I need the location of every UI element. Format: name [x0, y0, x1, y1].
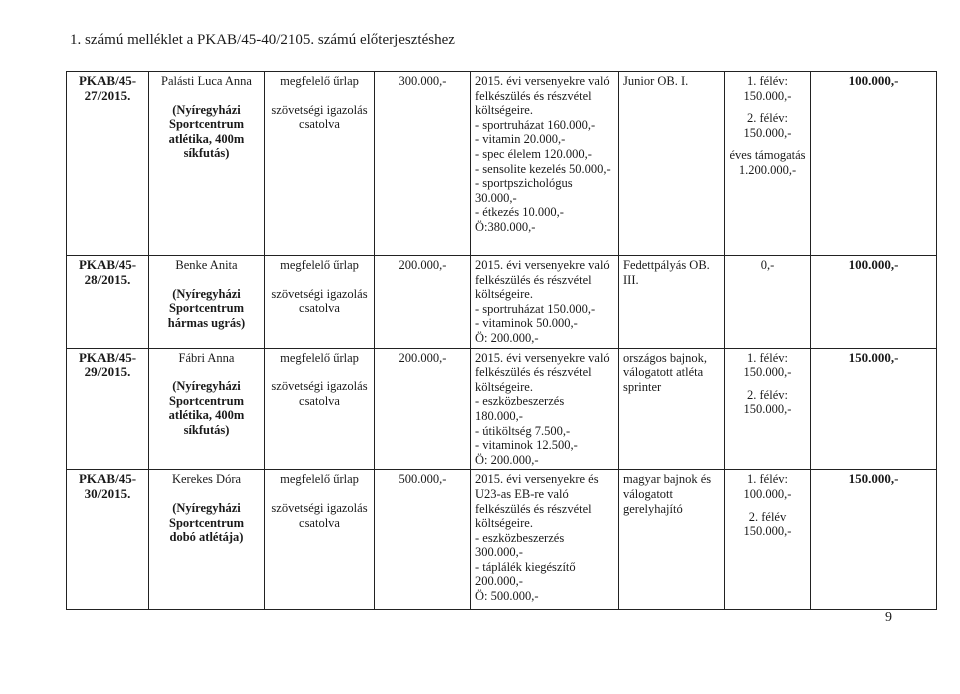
result-line: Fedettpályás OB. III. [623, 258, 710, 287]
purpose-line: Ö: 200.000,- [475, 452, 539, 467]
purpose-cell [471, 256, 619, 349]
case-id-cell [67, 348, 149, 470]
support-line: 2. félév: [747, 111, 788, 126]
applicant-club: (Nyíregyházi Sportcentrum [169, 286, 244, 316]
applicant-cell [149, 72, 265, 256]
purpose-line: - sensolite kezelés 50.000,- [475, 161, 611, 176]
applicant-event: atlétika, 400m síkfutás) [168, 408, 245, 437]
applicant-name: Benke Anita [175, 258, 238, 272]
applicant-name: Kerekes Dóra [171, 472, 242, 487]
support-line: 1.200.000,- [738, 162, 797, 177]
purpose-line: - eszközbeszerzés 300.000,- [475, 530, 565, 560]
purpose-line: Ö:380.000,- [475, 219, 536, 234]
federation-certificate: szövetségi igazolás csatolva [271, 379, 368, 408]
purpose-line: - útiköltség 7.500,- [475, 423, 571, 438]
granted-amount-cell [811, 470, 937, 610]
purpose-line: - eszközbeszerzés 180.000,- [475, 394, 565, 423]
requested-amount-cell [375, 348, 471, 470]
purpose-line: Ö: 200.000,- [475, 330, 539, 345]
purpose-line: 2015. évi versenyekre való felkészülés és részvétel költségeire. [475, 258, 610, 302]
requested-amount-cell [375, 256, 471, 349]
purpose-line: - étkezés 10.000,- [475, 205, 564, 220]
applicant-event: dobó atlétája) [169, 530, 244, 545]
form-status: megfelelő űrlap [280, 350, 359, 365]
support-line: éves támogatás [729, 148, 806, 163]
purpose-line: - vitamin 20.000,- [475, 132, 566, 147]
requested-amount-cell [375, 72, 471, 256]
support-line: 150.000,- [743, 402, 792, 417]
granted-amount-cell [811, 72, 937, 256]
previous-support-cell [725, 256, 811, 349]
purpose-line: 2015. évi versenyekre való felkészülés és részvétel költségeire. [475, 350, 610, 394]
documents-cell [265, 470, 375, 610]
purpose-cell [471, 72, 619, 256]
form-status: megfelelő űrlap [280, 258, 359, 272]
granted-amount: 150.000,- [848, 471, 899, 487]
support-line: 0,- [760, 258, 775, 272]
purpose-line: - sportpszichológus 30.000,- [475, 176, 573, 205]
applicant-cell [149, 470, 265, 610]
purpose-line: - sportruházat 160.000,- [475, 117, 596, 132]
applicant-event: hármas ugrás) [167, 315, 246, 330]
applicant-event: atlétika, 400m síkfutás) [168, 131, 245, 161]
previous-support-cell [725, 72, 811, 256]
applications-table [66, 71, 937, 610]
applicant-club: (Nyíregyházi Sportcentrum [169, 379, 244, 408]
support-line: 2. félév: [747, 387, 788, 402]
table-row [67, 72, 937, 256]
requested-amount: 200.000,- [398, 350, 447, 365]
granted-amount-cell [811, 348, 937, 470]
requested-amount: 200.000,- [398, 258, 447, 272]
granted-amount: 100.000,- [848, 73, 899, 88]
support-line: 1. félév: [747, 350, 788, 365]
support-line: 1. félév: [747, 74, 788, 88]
table-row [67, 256, 937, 349]
support-line: 150.000,- [743, 524, 792, 539]
purpose-line: - vitaminok 12.500,- [475, 438, 578, 453]
purpose-cell [471, 470, 619, 610]
support-line: 150.000,- [743, 88, 792, 103]
previous-support-cell [725, 348, 811, 470]
case-id: PKAB/45-27/2015. [78, 73, 137, 103]
support-line: 1. félév: [747, 472, 788, 487]
purpose-cell [471, 348, 619, 470]
case-id-cell [67, 256, 149, 349]
table-row [67, 470, 937, 610]
previous-support-cell [725, 470, 811, 610]
documents-cell [265, 72, 375, 256]
document-title: 1. számú melléklet a PKAB/45-40/2105. számú előterjesztéshez [70, 32, 455, 48]
form-status: megfelelő űrlap [280, 74, 359, 88]
federation-certificate: szövetségi igazolás csatolva [271, 102, 368, 132]
documents-cell [265, 256, 375, 349]
result-line: Junior OB. I. [623, 74, 689, 88]
granted-amount: 100.000,- [848, 257, 899, 272]
result-cell [619, 470, 725, 610]
purpose-line: Ö: 500.000,- [475, 589, 539, 604]
case-id: PKAB/45-28/2015. [78, 257, 137, 287]
granted-amount-cell [811, 256, 937, 349]
applicant-cell [149, 348, 265, 470]
support-line: 150.000,- [743, 365, 792, 380]
documents-cell [265, 348, 375, 470]
federation-certificate: szövetségi igazolás csatolva [271, 286, 368, 316]
purpose-line: 2015. évi versenyekre való felkészülés és részvétel költségeire. [475, 74, 610, 118]
purpose-line: - vitaminok 50.000,- [475, 316, 578, 331]
result-line: magyar bajnok és válogatott gerelyhajító [623, 472, 712, 516]
support-line: 150.000,- [743, 125, 792, 140]
result-cell [619, 348, 725, 470]
purpose-line: - táplálék kiegészítő 200.000,- [475, 559, 576, 589]
page-number: 9 [885, 610, 892, 625]
case-id: PKAB/45-30/2015. [78, 471, 137, 501]
table-row [67, 348, 937, 470]
purpose-line: - spec élelem 120.000,- [475, 146, 592, 161]
applicant-club: (Nyíregyházi Sportcentrum [169, 102, 244, 132]
applicant-cell [149, 256, 265, 349]
support-line: 2. félév [748, 509, 787, 524]
case-id: PKAB/45-29/2015. [78, 349, 137, 380]
federation-certificate: szövetségi igazolás csatolva [271, 500, 368, 530]
granted-amount: 150.000,- [848, 349, 899, 365]
case-id-cell [67, 470, 149, 610]
result-cell [619, 256, 725, 349]
applicant-name: Fábri Anna [178, 350, 235, 365]
requested-amount: 300.000,- [398, 74, 447, 88]
requested-amount: 500.000,- [398, 472, 447, 487]
applicant-name: Palásti Luca Anna [161, 74, 252, 88]
result-line: országos bajnok, válogatott atléta sprinter [623, 350, 708, 394]
purpose-line: - sportruházat 150.000,- [475, 301, 596, 316]
support-line: 100.000,- [743, 486, 792, 501]
applicant-club: (Nyíregyházi Sportcentrum [169, 500, 244, 530]
result-cell [619, 72, 725, 256]
form-status: megfelelő űrlap [280, 472, 359, 487]
case-id-cell [67, 72, 149, 256]
requested-amount-cell [375, 470, 471, 610]
purpose-line: 2015. évi versenyekre és U23-as EB-re való felkészülés és részvétel költségeire. [475, 472, 599, 531]
